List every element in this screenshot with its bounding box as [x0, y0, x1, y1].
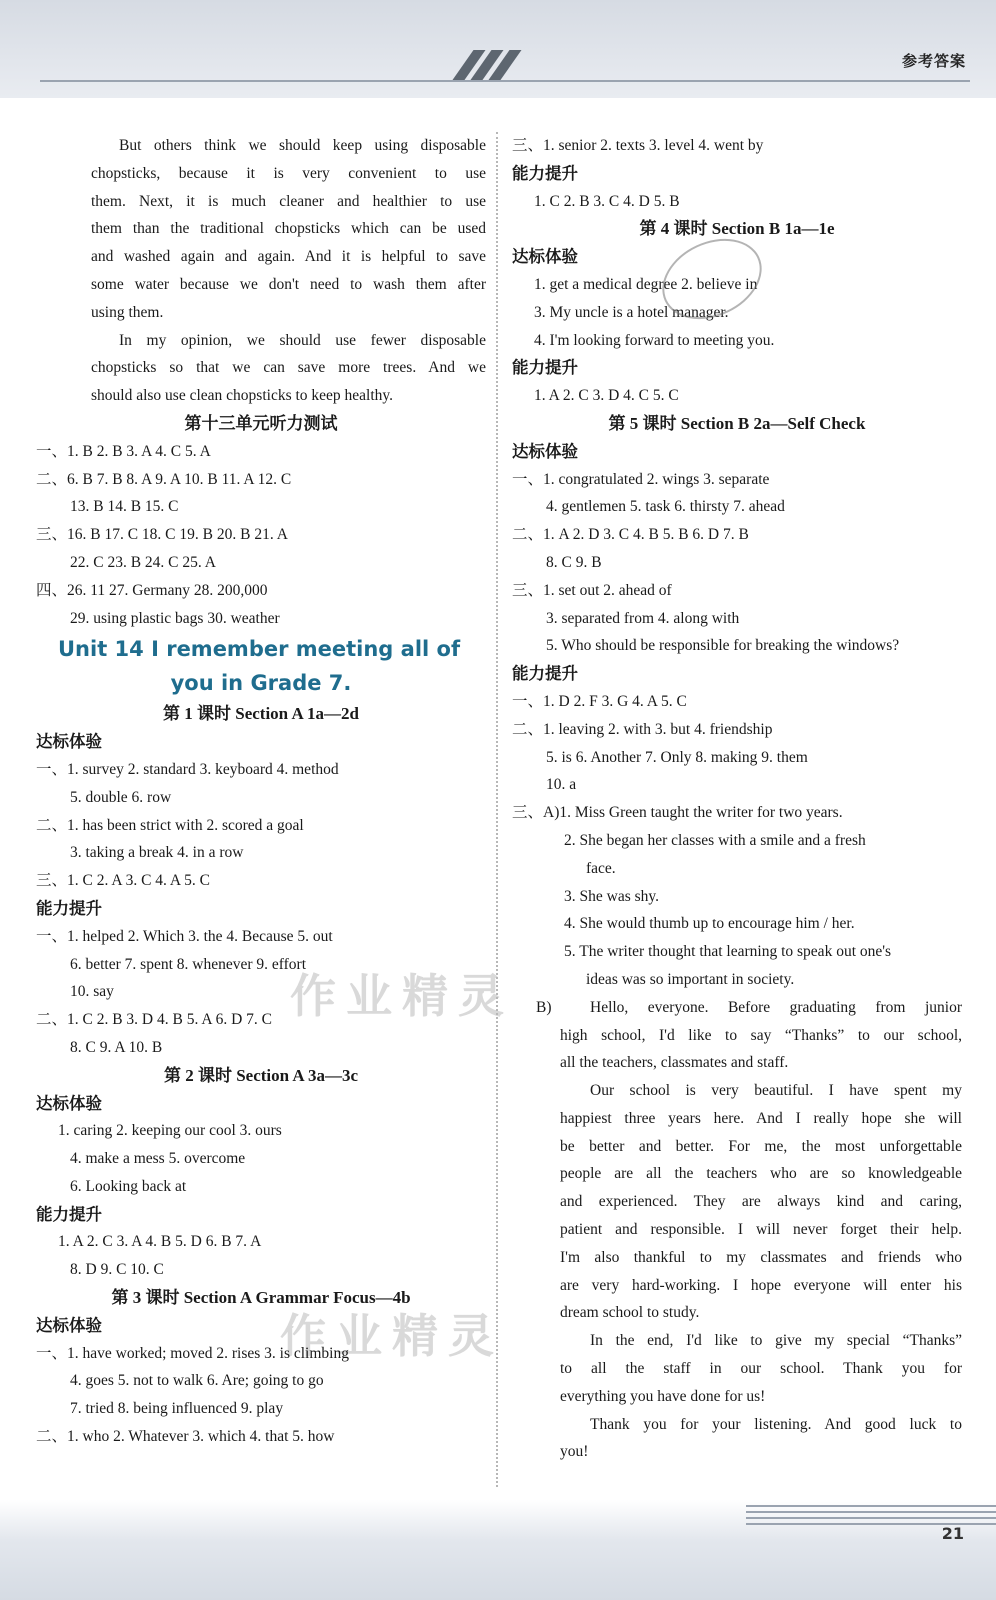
page-header — [0, 0, 996, 98]
answer-line: 1. A 2. C 3. A 4. B 5. D 6. B 7. A — [58, 1233, 262, 1251]
answer-line: face. — [586, 859, 616, 877]
answer-line: 二、1. who 2. Whatever 3. which 4. that 5. how — [36, 1428, 335, 1446]
answer-line: 8. D 9. C 10. C — [70, 1261, 164, 1279]
answer-line: 二、1. C 2. B 3. D 4. B 5. A 6. D 7. C — [36, 1011, 272, 1029]
answer-line: 5. The writer thought that learning to speak out one's — [564, 943, 892, 961]
answer-line: 3. separated from 4. along with — [546, 609, 740, 627]
answer-line: 5. is 6. Another 7. Only 8. making 9. them — [546, 748, 808, 766]
answer-line — [512, 799, 962, 827]
letter-line: Thank you for your listening. And good luck to — [590, 1415, 962, 1433]
part-a-label: 三、A) — [512, 804, 560, 822]
answer-line: 一、1. B 2. B 3. A 4. C 5. A — [36, 442, 211, 460]
essay-line: But others think we should keep using disposable — [119, 137, 486, 154]
section-heading: 能力提升 — [512, 163, 578, 183]
answer-line: 3. taking a break 4. in a row — [70, 844, 244, 862]
answer-line: 一、1. helped 2. Which 3. the 4. Because 5. out — [36, 927, 333, 945]
essay-line: them. Next, it is much cleaner and healthier to use — [91, 192, 486, 210]
part-b-label: B) — [536, 998, 552, 1016]
answer-line: 7. tried 8. being influenced 9. play — [70, 1400, 284, 1418]
answer-line: 10. say — [70, 983, 114, 1001]
header-stripes-decoration — [455, 50, 525, 80]
letter-line: high school, I'd like to say “Thanks” to our school, — [560, 1026, 962, 1044]
column-divider — [496, 132, 498, 1487]
essay-line: using them. — [91, 303, 164, 321]
letter-line: be better and better. For me, the most unforgettable — [560, 1137, 962, 1155]
answer-line: 1. A 2. C 3. D 4. C 5. C — [534, 387, 679, 405]
listening-test-title: 第十三单元听力测试 — [184, 413, 338, 433]
letter-line: happiest three years here. And I really hope she will — [560, 1109, 962, 1127]
answer-line: 4. I'm looking forward to meeting you. — [534, 331, 775, 349]
answer-line: 3. My uncle is a hotel manager. — [534, 303, 729, 321]
answer-line: 8. C 9. B — [546, 553, 602, 571]
answer-line: 四、26. 11 27. Germany 28. 200,000 — [36, 581, 268, 599]
lesson-title: 第 3 课时 Section A Grammar Focus—4b — [111, 1288, 411, 1308]
letter-line: are very hard-working. I hope everyone will enter his — [560, 1276, 962, 1294]
answer-line: 三、1. C 2. A 3. C 4. A 5. C — [36, 872, 210, 890]
answer-line: 3. She was shy. — [564, 887, 660, 905]
watermark: 作业精灵 — [290, 969, 514, 1023]
section-heading: 达标体验 — [36, 1315, 102, 1335]
unit-title: Unit 14 I remember meeting all of — [58, 637, 461, 662]
letter-line: to all the staff in our school. Thank you for — [560, 1360, 962, 1378]
answer-line: 三、1. set out 2. ahead of — [512, 581, 672, 599]
answer-line: 22. C 23. B 24. C 25. A — [70, 553, 216, 571]
page-number: 21 — [941, 1524, 964, 1543]
lesson-title: 第 5 课时 Section B 2a—Self Check — [608, 413, 866, 433]
letter-line: Hello, everyone. Before graduating from junior — [590, 998, 962, 1016]
answer-line: 一、1. survey 2. standard 3. keyboard 4. method — [36, 760, 339, 778]
answer-line: 二、1. A 2. D 3. C 4. B 5. B 6. D 7. B — [512, 526, 749, 544]
lesson-title: 第 4 课时 Section B 1a—1e — [639, 219, 835, 239]
answer-line: 1. get a medical degree 2. believe in — [534, 275, 758, 293]
answer-line: 29. using plastic bags 30. weather — [70, 609, 280, 627]
answer-line: 1. caring 2. keeping our cool 3. ours — [58, 1122, 282, 1140]
answer-line: 二、6. B 7. B 8. A 9. A 10. B 11. A 12. C — [36, 470, 292, 488]
section-heading: 达标体验 — [512, 441, 578, 461]
answer-line: 4. goes 5. not to walk 6. Are; going to go — [70, 1372, 324, 1390]
answer-line: 一、1. congratulated 2. wings 3. separate — [512, 470, 770, 488]
letter-line: everything you have done for us! — [560, 1387, 766, 1405]
section-heading: 能力提升 — [512, 358, 578, 378]
letter-line: I'm also thankful to my classmates and friends who — [560, 1248, 962, 1266]
letter-line: people are all the teachers who are so knowledgeable — [560, 1165, 962, 1183]
answer-line: 6. Looking back at — [70, 1177, 187, 1195]
section-heading: 能力提升 — [36, 898, 102, 918]
right-column — [512, 132, 962, 1466]
letter-line: dream school to study. — [560, 1304, 700, 1322]
unit-title-cont: you in Grade 7. — [170, 671, 352, 696]
answer-line: 2. She began her classes with a smile and a fresh — [564, 831, 866, 849]
answer-line: 4. gentlemen 5. task 6. thirsty 7. ahead — [546, 498, 785, 516]
lesson-title: 第 1 课时 Section A 1a—2d — [163, 704, 359, 724]
essay-line: chopsticks so that we can save more trees. And we — [91, 359, 486, 377]
answer-line: 三、16. B 17. C 18. C 19. B 20. B 21. A — [36, 526, 288, 544]
essay-line: some water because we don't need to wash them after — [91, 275, 486, 293]
letter-line: all the teachers, classmates and staff. — [560, 1054, 789, 1072]
essay-line: and washed again and again. And it is helpful to save — [91, 248, 486, 266]
essay-line: chopsticks, because it is very convenient to use — [91, 164, 486, 182]
answer-line: 4. She would thumb up to encourage him / her. — [564, 915, 855, 933]
answer-line: 二、1. leaving 2. with 3. but 4. friendship — [512, 720, 773, 738]
part-b — [512, 994, 962, 1467]
section-heading: 能力提升 — [36, 1204, 102, 1224]
letter-line: In the end, I'd like to give my special “Thanks” — [590, 1332, 962, 1350]
answer-line: 6. better 7. spent 8. whenever 9. effort — [70, 955, 307, 973]
letter-line: patient and responsible. I will never forget their help. — [560, 1221, 962, 1239]
watermark: 作业精灵 — [280, 1309, 504, 1363]
section-heading: 能力提升 — [512, 664, 578, 684]
answer-line: 5. double 6. row — [70, 788, 172, 806]
lesson-title: 第 2 课时 Section A 3a—3c — [163, 1065, 359, 1085]
header-rule — [40, 80, 970, 82]
letter-line: Our school is very beautiful. I have spent my — [590, 1082, 962, 1100]
answer-line: 5. Who should be responsible for breaking the windows? — [546, 637, 900, 655]
answer-line: 1. C 2. B 3. C 4. D 5. B — [534, 192, 680, 210]
header-title: 参考答案 — [901, 52, 966, 70]
letter-line: and experienced. They are always kind and caring, — [560, 1193, 962, 1211]
answer-line: 二、1. has been strict with 2. scored a goal — [36, 816, 304, 834]
answer-text: 1. Miss Green taught the writer for two years. — [559, 804, 843, 822]
section-heading: 达标体验 — [36, 732, 102, 752]
section-heading: 达标体验 — [36, 1093, 102, 1113]
answer-line: 一、1. have worked; moved 2. rises 3. is climbing — [36, 1344, 349, 1362]
answer-line: 10. a — [546, 776, 577, 794]
essay-line: them than the traditional chopsticks which can be used — [91, 220, 486, 238]
letter-line: you! — [560, 1443, 589, 1461]
answer-line: 一、1. D 2. F 3. G 4. A 5. C — [512, 692, 687, 710]
answer-line: 三、1. senior 2. texts 3. level 4. went by — [512, 137, 764, 154]
left-column — [36, 132, 486, 1451]
answer-line: ideas was so important in society. — [586, 970, 795, 988]
answer-line: 4. make a mess 5. overcome — [70, 1150, 246, 1168]
answer-line: 13. B 14. B 15. C — [70, 498, 179, 516]
section-heading: 达标体验 — [512, 247, 578, 267]
answer-line: 8. C 9. A 10. B — [70, 1038, 163, 1056]
essay-line: In my opinion, we should use fewer disposable — [119, 331, 486, 349]
essay-line: should also use clean chopsticks to keep healthy. — [91, 387, 394, 405]
